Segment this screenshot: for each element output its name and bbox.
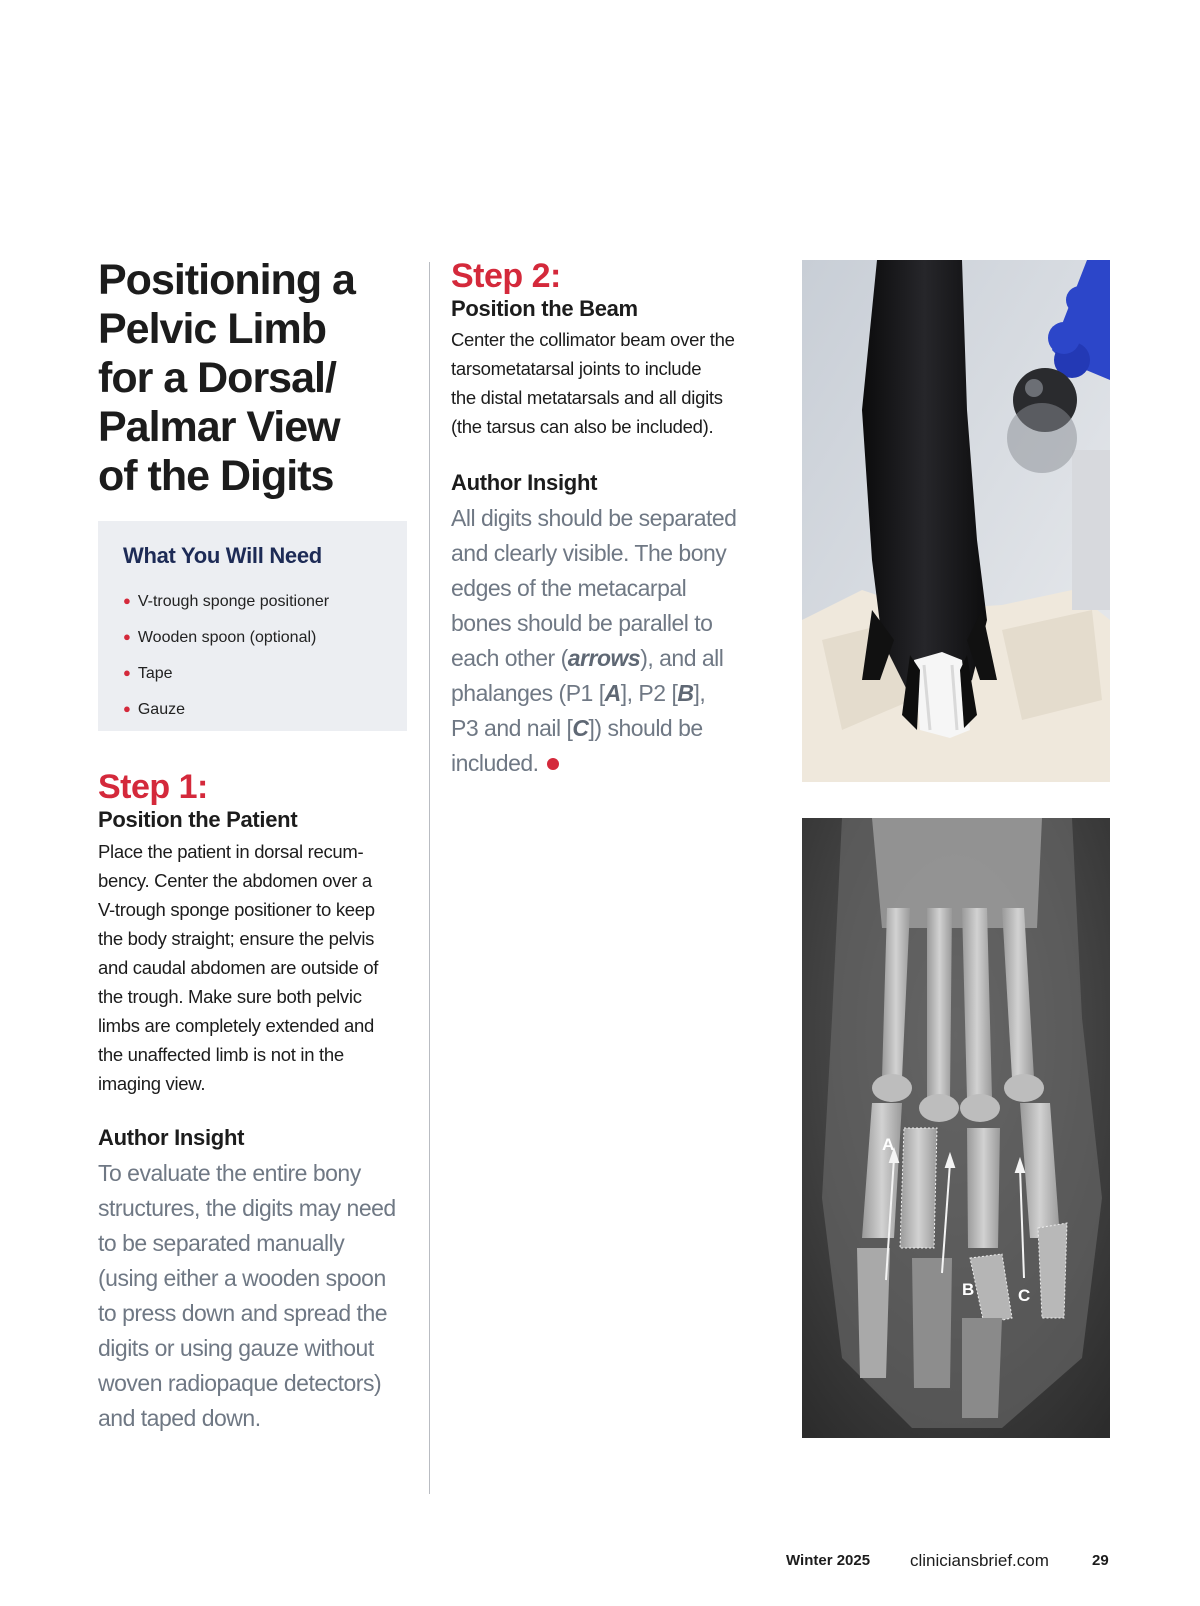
end-dot-icon xyxy=(547,758,559,770)
what-you-will-need-box xyxy=(98,521,407,731)
body-line: Center the collimator beam over the xyxy=(451,329,735,350)
footer-page-number: 29 xyxy=(1092,1552,1109,1569)
insight-emphasis: B xyxy=(677,680,694,706)
insight-emphasis: arrows xyxy=(567,645,641,671)
insight-line: to be separated manually xyxy=(98,1230,345,1256)
needs-item xyxy=(123,583,407,619)
title-line: Palmar View xyxy=(98,403,340,451)
body-line: the unaffected limb is not in the xyxy=(98,1044,344,1065)
step1-insight-heading: Author Insight xyxy=(98,1125,245,1150)
bullet-icon: ● xyxy=(123,629,131,644)
step2-insight-text xyxy=(451,501,736,781)
step2-subtitle: Position the Beam xyxy=(451,296,638,321)
needs-item xyxy=(123,619,407,655)
insight-line xyxy=(451,676,736,711)
bullet-icon: ● xyxy=(123,593,131,608)
xray-label-a: A xyxy=(882,1135,895,1154)
insight-emphasis: A xyxy=(604,680,621,706)
title-line: of the Digits xyxy=(98,452,334,500)
insight-line: (using either a wooden spoon xyxy=(98,1265,386,1291)
insight-line: To evaluate the entire bony xyxy=(98,1160,361,1186)
insight-line xyxy=(451,641,736,676)
insight-line xyxy=(451,746,736,781)
needs-item-label: V-trough sponge positioner xyxy=(137,593,330,610)
insight-fragment: phalanges (P1 [ xyxy=(451,680,605,706)
insight-fragment: ]) should be xyxy=(588,715,703,741)
body-line: imaging view. xyxy=(98,1073,206,1094)
needs-heading: What You Will Need xyxy=(123,543,322,568)
xray-label-b: B xyxy=(962,1280,975,1299)
step1-subtitle: Position the Patient xyxy=(98,807,298,832)
insight-line: and taped down. xyxy=(98,1405,261,1431)
insight-fragment: ), and all xyxy=(640,645,724,671)
body-line: V-trough sponge positioner to keep xyxy=(98,899,375,920)
paw-photo-illustration xyxy=(802,260,1110,782)
body-line: the distal metatarsals and all digits xyxy=(451,387,723,408)
body-line: the body straight; ensure the pelvis xyxy=(98,928,375,949)
body-line: Place the patient in dorsal recum- xyxy=(98,841,364,862)
radiograph-image xyxy=(802,818,1110,1438)
insight-fragment: each other ( xyxy=(451,645,568,671)
needs-item xyxy=(123,655,407,691)
step1-label: Step 1: xyxy=(98,768,208,806)
insight-line: and clearly visible. The bony xyxy=(451,540,727,566)
needs-item-label: Gauze xyxy=(137,701,185,718)
step2-body xyxy=(451,325,735,441)
step1-body xyxy=(98,837,378,1098)
insight-line: woven radiopaque detectors) xyxy=(98,1370,382,1396)
column-divider xyxy=(429,262,430,1494)
insight-line xyxy=(451,711,736,746)
xray-label-c: C xyxy=(1018,1286,1031,1305)
step2-insight-heading: Author Insight xyxy=(451,470,598,495)
paw-positioning-photo xyxy=(802,260,1110,782)
title-line: Pelvic Limb xyxy=(98,305,326,353)
insight-fragment: ], xyxy=(693,680,706,706)
insight-line: bones should be parallel to xyxy=(451,610,713,636)
step1-insight-text xyxy=(98,1156,396,1436)
page-title xyxy=(98,256,418,501)
body-line: the trough. Make sure both pelvic xyxy=(98,986,362,1007)
body-line: (the tarsus can also be included). xyxy=(451,416,714,437)
insight-line: All digits should be separated xyxy=(451,505,737,531)
title-line: Positioning a xyxy=(98,256,355,304)
body-line: bency. Center the abdomen over a xyxy=(98,870,372,891)
insight-line: structures, the digits may need xyxy=(98,1195,396,1221)
radiograph-illustration xyxy=(802,818,1110,1438)
body-line: and caudal abdomen are outside of xyxy=(98,957,379,978)
body-line: limbs are completely extended and xyxy=(98,1015,374,1036)
needs-list xyxy=(123,583,407,727)
footer-season: Winter 2025 xyxy=(786,1552,871,1569)
bullet-icon: ● xyxy=(123,701,131,716)
needs-item xyxy=(123,691,407,727)
needs-item-label: Tape xyxy=(137,665,173,682)
body-line: tarsometatarsal joints to include xyxy=(451,358,702,379)
insight-line: digits or using gauze without xyxy=(98,1335,374,1361)
insight-fragment: P3 and nail [ xyxy=(451,715,573,741)
needs-item-label: Wooden spoon (optional) xyxy=(137,629,317,646)
step2-label: Step 2: xyxy=(451,257,561,295)
insight-fragment: included. xyxy=(451,750,539,776)
insight-line: edges of the metacarpal xyxy=(451,575,687,601)
insight-emphasis: C xyxy=(572,715,589,741)
footer-site-link[interactable]: cliniciansbrief.com xyxy=(910,1551,1049,1570)
title-line: for a Dorsal/ xyxy=(98,354,336,402)
insight-fragment: ], P2 [ xyxy=(620,680,678,706)
insight-line: to press down and spread the xyxy=(98,1300,388,1326)
bullet-icon: ● xyxy=(123,665,131,680)
